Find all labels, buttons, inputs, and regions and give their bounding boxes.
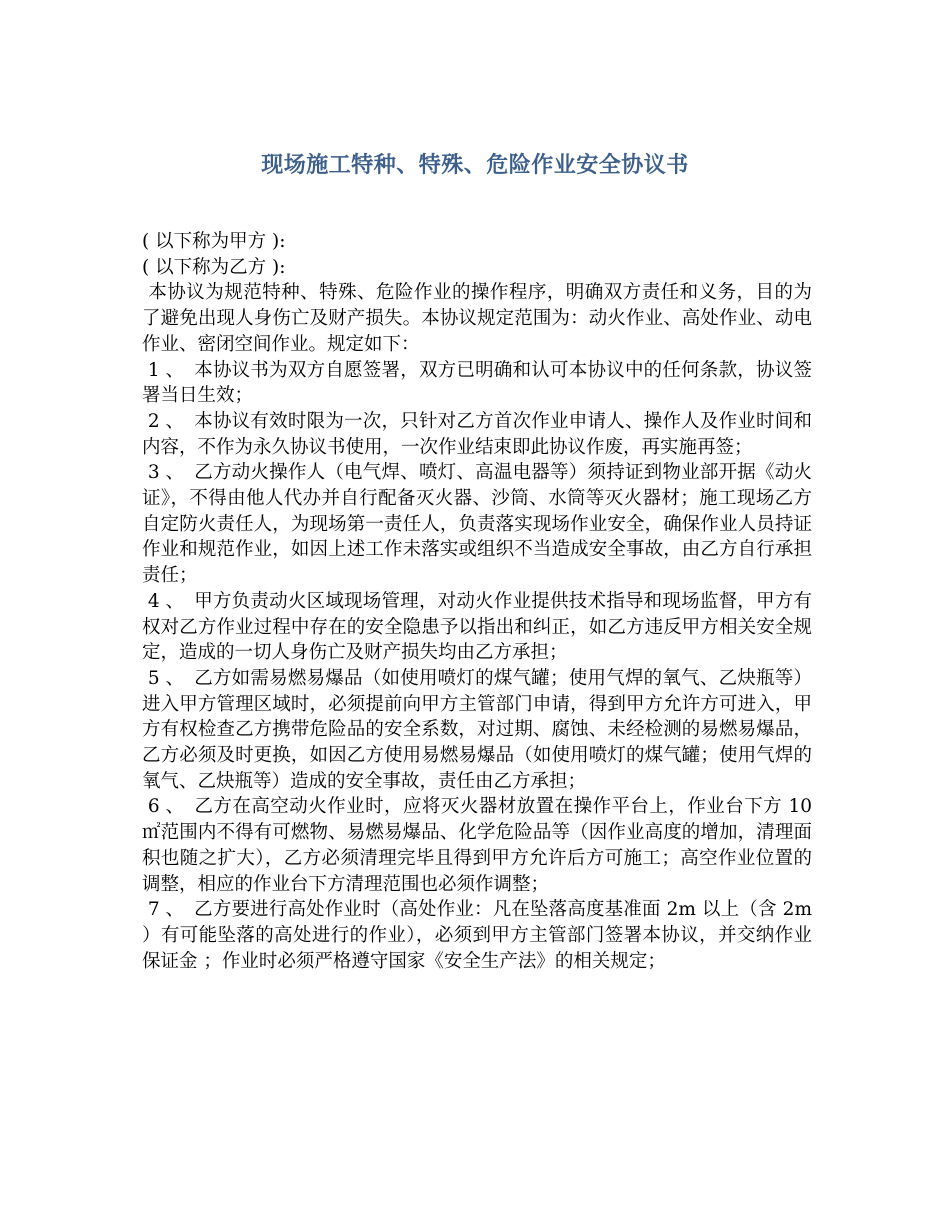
clause-1 xyxy=(142,358,812,409)
clause-number: 7 、 xyxy=(142,899,185,921)
clause-4 xyxy=(142,589,812,666)
clause-2 xyxy=(142,409,812,460)
party-b-line: ( 以下称为乙方 ): xyxy=(142,256,286,278)
intro-paragraph: 本协议为规范特种、特殊、危险作业的操作程序，明确双方责任和义务，目的为了避免出现人身伤亡及财产损失。本协议规定范围为：动火作业、高处作业、动电作业、密闭空间作业。规定如下： xyxy=(142,282,812,355)
clause-6 xyxy=(142,794,812,897)
clause-text: 本协议有效时限为一次，只针对乙方首次作业申请人、操作人及作业时间和内容，不作为永久协议书使用，一次作业结束即此协议作废，再实施再签； xyxy=(142,410,812,458)
clause-number: 4 、 xyxy=(142,590,185,612)
clause-number: 3 、 xyxy=(142,462,185,484)
clause-text: 甲方负责动火区域现场管理，对动火作业提供技术指导和现场监督，甲方有权对乙方作业过程中存在的安全隐患予以指出和纠正，如乙方违反甲方相关安全规定，造成的一切人身伤亡及财产损失均由乙方承担； xyxy=(142,590,812,664)
clause-text: 乙方在高空动火作业时，应将灭火器材放置在操作平台上，作业台下方 10 ㎡范围内不得有可燃物、易燃易爆品、化学危险品等（因作业高度的增加，清理面积也随之扩大），乙方必须清理完毕且得到甲方允许后方可施工；高空作业位置的调整，相应的作业台下方清理范围也必须作调整； xyxy=(142,796,812,895)
party-a-line: ( 以下称为甲方 ): xyxy=(142,231,286,252)
clause-7 xyxy=(142,897,812,974)
clause-text: 乙方如需易燃易爆品（如使用喷灯的煤气罐；使用气焊的氧气、乙炔瓶等）进入甲方管理区域时，必须提前向甲方主管部门申请，得到甲方允许方可进入，甲方有权检查乙方携带危险品的安全系数，对过期、腐蚀、未经检测的易燃易爆品，乙方必须及时更换，如因乙方使用易燃易爆品（如使用喷灯的煤气罐；使用气焊的氧气、乙炔瓶等）造成的安全事故，责任由乙方承担； xyxy=(142,667,812,792)
clause-number: 1 、 xyxy=(142,359,185,381)
clause-number: 5 、 xyxy=(142,667,185,689)
clause-text: 乙方要进行高处作业时（高处作业：凡在坠落高度基准面 2m 以上（含 2m ）有可能坠落的高处进行的作业），必须到甲方主管部门签署本协议，并交纳作业保证金 ；作业时必须严格遵守国家《安全生产法》的相关规定； xyxy=(142,899,812,972)
clause-3 xyxy=(142,460,812,589)
document-title: 现场施工特种、特殊、危险作业安全协议书 xyxy=(261,152,689,178)
clause-text: 本协议书为双方自愿签署，双方已明确和认可本协议中的任何条款，协议签署当日生效； xyxy=(142,359,812,407)
clause-number: 2 、 xyxy=(142,410,185,432)
document-body xyxy=(142,229,812,974)
clause-5 xyxy=(142,666,812,795)
clause-number: 6 、 xyxy=(142,796,185,818)
clause-text: 乙方动火操作人（电气焊、喷灯、高温电器等）须持证到物业部开据《动火证》，不得由他人代办并自行配备灭火器、沙筒、水筒等灭火器材；施工现场乙方自定防火责任人，为现场第一责任人，负责落实现场作业安全，确保作业人员持证作业和规范作业，如因上述工作未落实或组织不当造成安全事故，由乙方自行承担责任； xyxy=(142,462,812,587)
